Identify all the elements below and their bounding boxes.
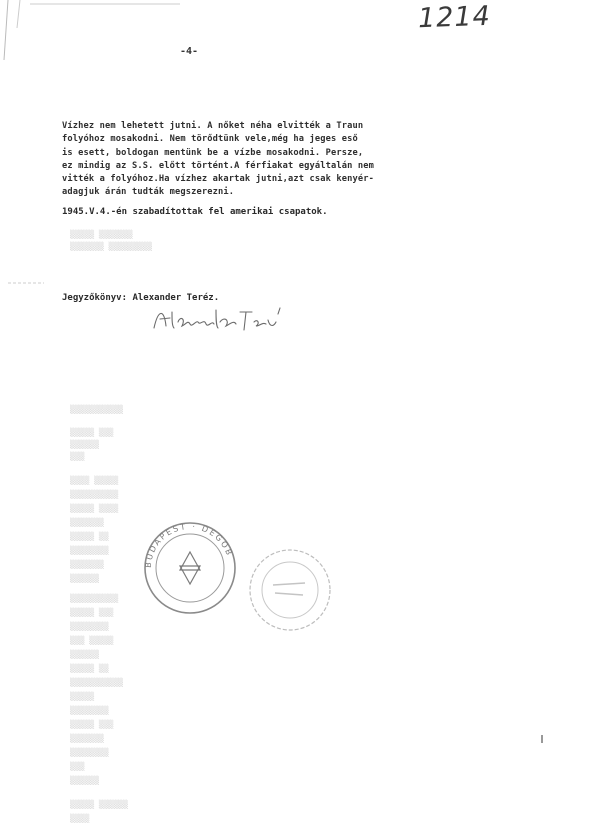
bleed-through-text: ▒▒▒▒▒▒▒ (70, 560, 104, 569)
recorder-line: Jegyzőkönyv: Alexander Teréz. (62, 293, 220, 303)
bleed-through-text: ▒▒▒▒▒▒ (70, 440, 99, 449)
bleed-through-text: ▒▒▒▒▒▒▒▒ (70, 748, 109, 757)
page-number: -4- (180, 46, 199, 57)
handwritten-signature (150, 302, 290, 336)
text-line: Vízhez nem lehetett jutni. A nőket néha elvitték a Traun (62, 121, 364, 131)
right-edge-mark (538, 735, 546, 745)
stamp-lettering: BUDAPEST · DEGOB (143, 521, 235, 569)
left-edge-dash (8, 280, 48, 286)
bleed-through-text: ▒▒▒▒▒▒▒▒▒▒▒ (70, 678, 123, 687)
bleed-through-text: ▒▒▒▒▒ ▒▒▒▒▒▒ (70, 800, 128, 809)
degob-stamp (140, 518, 240, 618)
bleed-through-text: ▒▒▒▒▒▒ (70, 650, 99, 659)
bleed-through-text: ▒▒▒ ▒▒▒▒▒ (70, 636, 114, 645)
bleed-through-text: ▒▒▒▒▒▒▒▒ (70, 622, 109, 631)
testimony-paragraph (62, 120, 522, 200)
bleed-through-text: ▒▒▒▒▒ (70, 692, 95, 701)
bleed-through-text: ▒▒▒▒▒ ▒▒▒▒▒▒▒ (70, 230, 133, 239)
bleed-through-text: ▒▒▒ (70, 762, 85, 771)
bleed-through-text: ▒▒▒▒▒▒▒▒▒▒▒ (70, 405, 123, 414)
faint-round-stamp (245, 545, 335, 635)
text-line: folyóhoz mosakodni. Nem törődtünk vele,még ha jeges eső (62, 134, 358, 145)
liberation-statement: 1945.V.4.-én szabadítottak fel amerikai csapatok. (62, 207, 328, 217)
bleed-through-text: ▒▒▒▒▒ ▒▒▒ (70, 720, 114, 729)
bleed-through-text: ▒▒▒▒▒ ▒▒▒ (70, 608, 114, 617)
bleed-through-text: ▒▒▒▒▒▒▒ (70, 734, 104, 743)
bleed-through-text: ▒▒▒▒▒▒▒▒ (70, 546, 109, 555)
bleed-through-text: ▒▒▒▒▒ ▒▒▒ (70, 428, 114, 437)
text-line: adagjuk árán tudták megszerezni. (62, 187, 235, 198)
svg-text:BUDAPEST · DEGOB (144, 522, 234, 568)
bleed-through-text: ▒▒▒▒▒▒▒▒ (70, 706, 109, 715)
text-line: ez mindig az S.S. előtt történt.A férfiakat egyáltalán nem (62, 160, 375, 171)
bleed-through-text: ▒▒▒▒▒▒▒ ▒▒▒▒▒▒▒▒▒ (70, 242, 152, 251)
document-number: 1214 (417, 0, 492, 35)
bleed-through-text: ▒▒▒▒ ▒▒▒▒▒ (70, 476, 119, 485)
text-line: vitték a folyóhoz.Ha vízhez akartak jutni,azt csak kenyér- (62, 174, 375, 185)
bleed-through-text: ▒▒▒▒▒▒ (70, 776, 99, 785)
bleed-through-text: ▒▒▒▒▒▒▒▒▒▒ (70, 594, 119, 603)
text-line: is esett, boldogan mentünk be a vízbe mosakodni. Persze, (62, 147, 364, 158)
bleed-through-text: ▒▒▒▒▒ ▒▒▒▒ (70, 504, 119, 513)
bleed-through-text: ▒▒▒ (70, 452, 85, 461)
bleed-through-text: ▒▒▒▒▒ ▒▒ (70, 664, 109, 673)
bleed-through-text: ▒▒▒▒ (70, 814, 90, 823)
bleed-through-text: ▒▒▒▒▒▒▒▒▒▒ (70, 490, 119, 499)
top-rule (30, 0, 190, 10)
bleed-through-text: ▒▒▒▒▒▒ (70, 574, 99, 583)
bleed-through-text: ▒▒▒▒▒▒▒ (70, 518, 104, 527)
bleed-through-text: ▒▒▒▒▒ ▒▒ (70, 532, 109, 541)
